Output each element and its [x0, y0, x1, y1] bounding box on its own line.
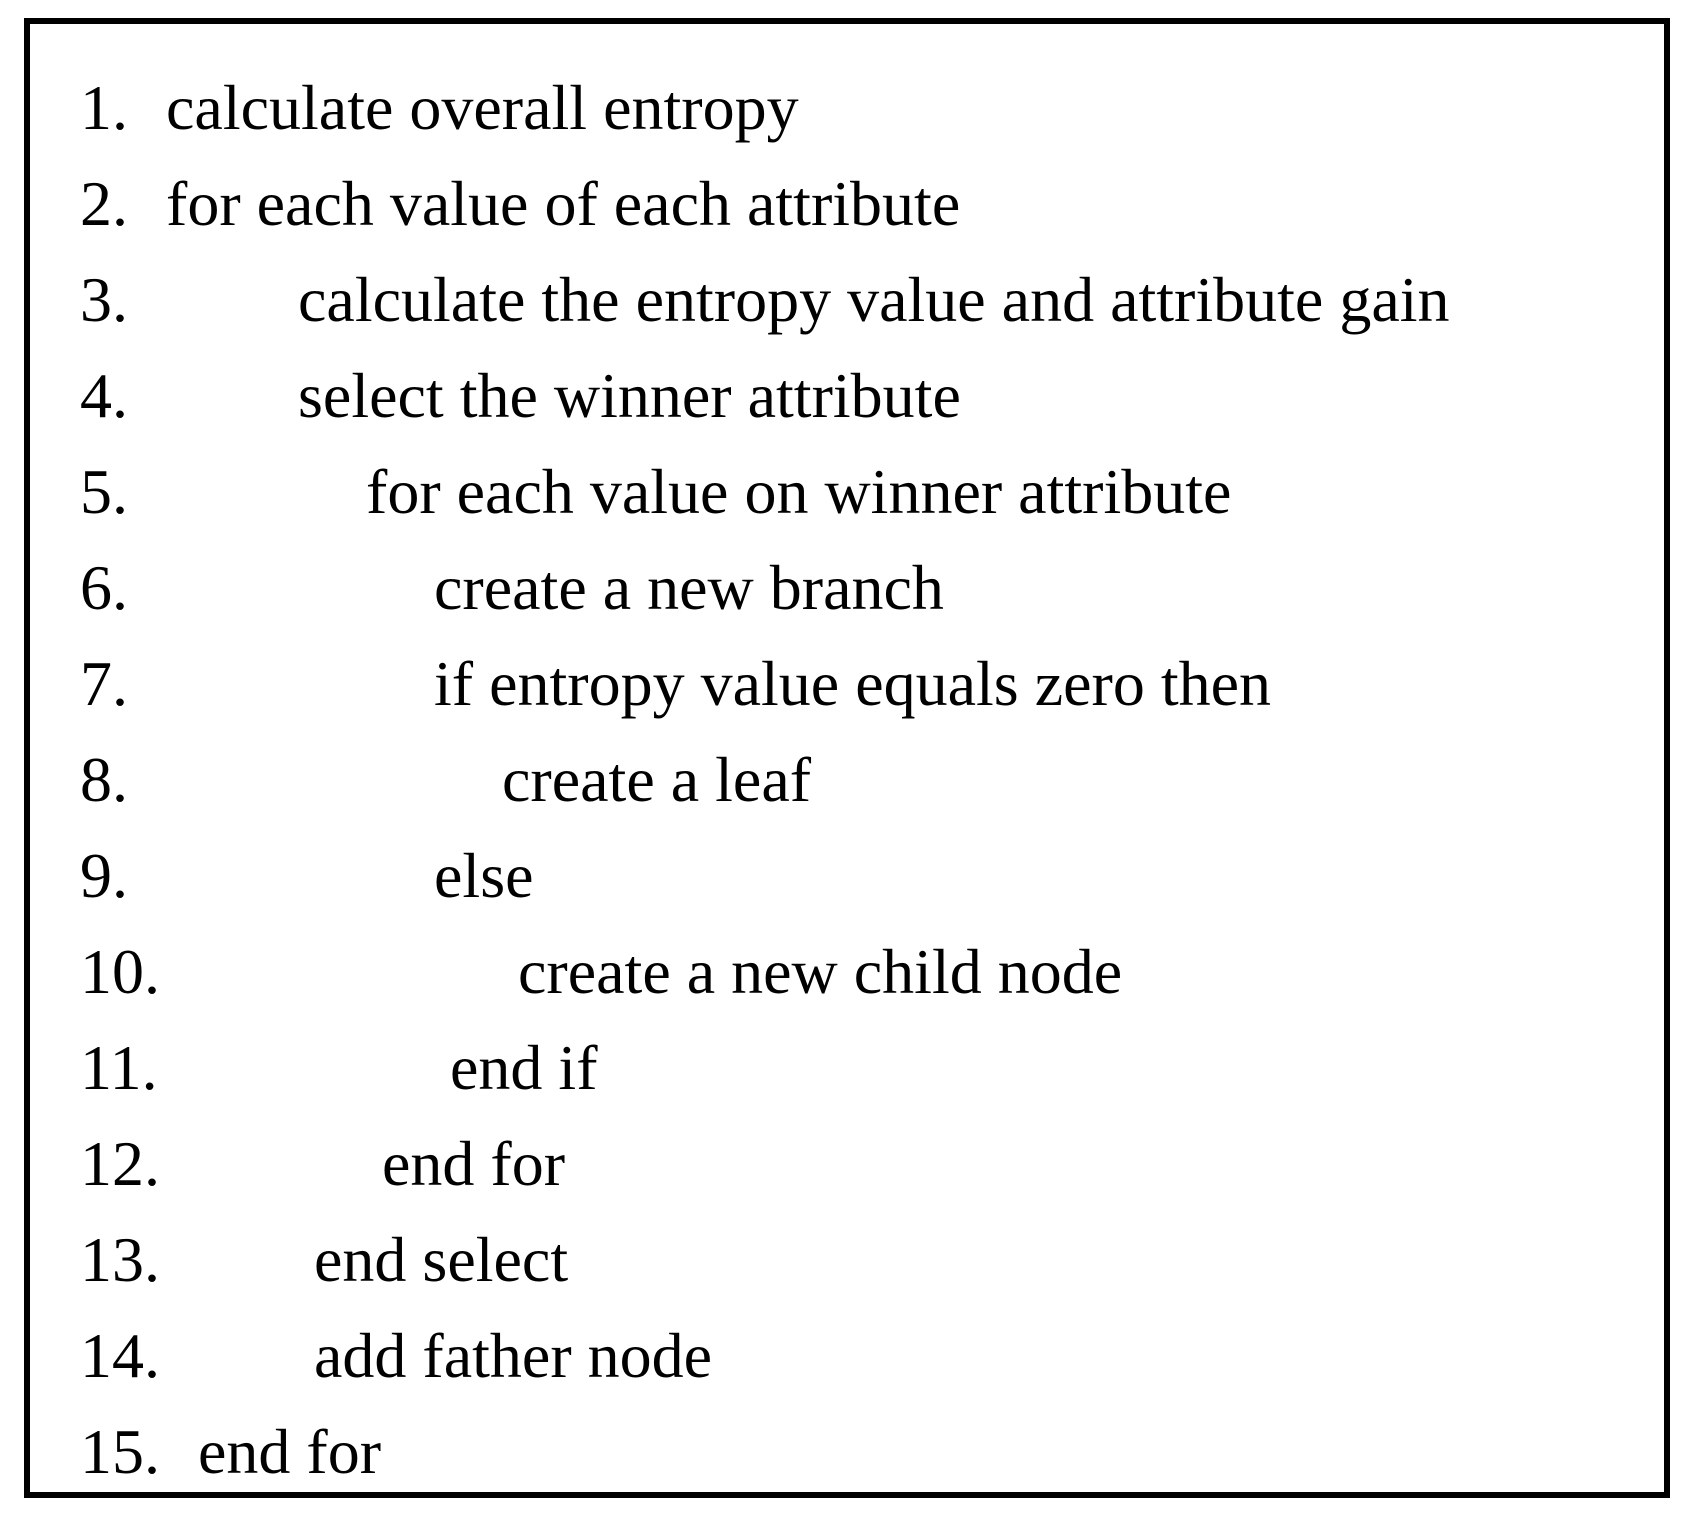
- line-number: 13.: [80, 1224, 160, 1295]
- code-line-5: [80, 444, 1232, 540]
- line-text: if entropy value equals zero then: [434, 648, 1271, 719]
- line-text: end if: [450, 1032, 598, 1103]
- line-text: end for: [382, 1128, 566, 1199]
- line-number: 1.: [80, 72, 128, 143]
- code-line-8: [80, 732, 812, 828]
- code-line-1: [80, 60, 799, 156]
- line-text: calculate the entropy value and attribute gain: [298, 264, 1450, 335]
- code-line-12: [80, 1116, 566, 1212]
- line-number: 4.: [80, 360, 128, 431]
- line-number: 3.: [80, 264, 128, 335]
- line-number: 14.: [80, 1320, 160, 1391]
- line-text: calculate overall entropy: [166, 72, 799, 143]
- line-text: end for: [198, 1416, 382, 1487]
- line-number: 11.: [80, 1032, 158, 1103]
- code-line-2: [80, 156, 961, 252]
- line-number: 5.: [80, 456, 128, 527]
- line-text: create a new branch: [434, 552, 944, 623]
- line-number: 12.: [80, 1128, 160, 1199]
- line-text: create a leaf: [502, 744, 812, 815]
- line-number: 7.: [80, 648, 128, 719]
- code-line-6: [80, 540, 944, 636]
- code-line-7: [80, 636, 1271, 732]
- line-text: end select: [314, 1224, 569, 1295]
- line-text: for each value on winner attribute: [366, 456, 1232, 527]
- line-text: for each value of each attribute: [166, 168, 961, 239]
- code-line-13: [80, 1212, 569, 1308]
- pseudocode-box: [24, 18, 1670, 1498]
- line-number: 2.: [80, 168, 128, 239]
- code-line-15: [80, 1404, 382, 1500]
- code-line-14: [80, 1308, 713, 1404]
- code-line-11: [80, 1020, 598, 1116]
- code-line-3: [80, 252, 1450, 348]
- code-line-4: [80, 348, 961, 444]
- line-text: else: [434, 840, 534, 911]
- line-number: 10.: [80, 936, 160, 1007]
- line-number: 8.: [80, 744, 128, 815]
- line-number: 6.: [80, 552, 128, 623]
- line-text: add father node: [314, 1320, 713, 1391]
- code-line-10: [80, 924, 1123, 1020]
- line-number: 9.: [80, 840, 128, 911]
- code-line-9: [80, 828, 534, 924]
- line-text: select the winner attribute: [298, 360, 961, 431]
- line-text: create a new child node: [518, 936, 1123, 1007]
- line-number: 15.: [80, 1416, 160, 1487]
